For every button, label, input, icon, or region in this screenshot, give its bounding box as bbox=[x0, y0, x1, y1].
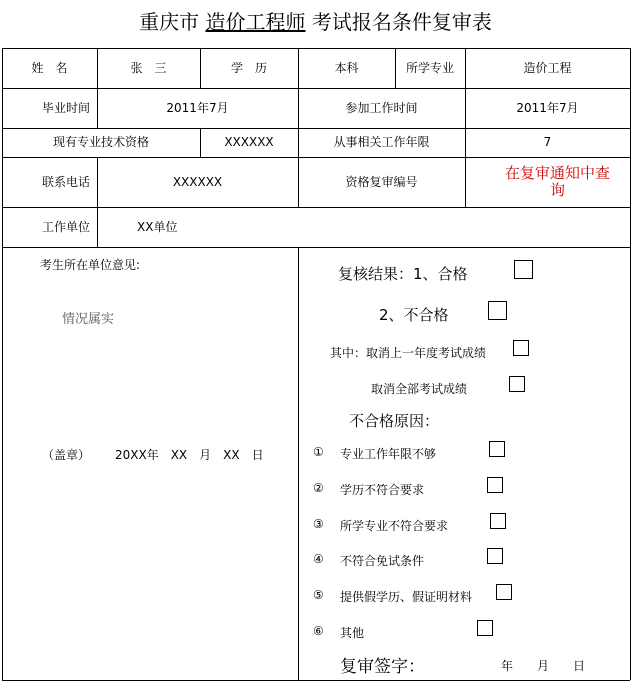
name-value: 张 三 bbox=[130, 60, 167, 75]
reason-text: 专业工作年限不够 bbox=[340, 447, 437, 461]
graduation-label: 毕业时间 bbox=[42, 100, 91, 115]
reason-checkbox[interactable] bbox=[487, 548, 503, 564]
qualification-value: XXXXXX bbox=[224, 135, 274, 149]
unit-opinion-date: 20XX年 XX 月 XX 日 bbox=[115, 448, 264, 462]
cancel-last-year-label: 其中：取消上一年度考试成绩 bbox=[330, 346, 487, 360]
title-underlined: 造价工程师 bbox=[205, 10, 306, 34]
reason-checkbox[interactable] bbox=[489, 441, 505, 457]
reason-checkbox[interactable] bbox=[490, 513, 506, 529]
review-result-pass: 复核结果：1、合格 bbox=[338, 265, 468, 283]
work-years-label: 从事相关工作年限 bbox=[333, 135, 430, 149]
reason-number: ⑥ bbox=[313, 624, 324, 638]
education-value: 本科 bbox=[334, 60, 359, 75]
reason-text: 学历不符合要求 bbox=[340, 483, 425, 497]
phone-label: 联系电话 bbox=[42, 174, 91, 189]
seal-label: （盖章） bbox=[42, 448, 91, 462]
reason-text: 其他 bbox=[340, 626, 365, 640]
reason-text: 提供假学历、假证明材料 bbox=[340, 590, 473, 604]
work-unit-label: 工作单位 bbox=[42, 219, 91, 234]
form-title bbox=[0, 6, 631, 35]
work-start-value: 2011年7月 bbox=[516, 100, 579, 115]
reason-number: ③ bbox=[313, 517, 324, 531]
qualification-label: 现有专业技术资格 bbox=[52, 135, 149, 149]
work-unit-value: XX单位 bbox=[137, 219, 178, 234]
graduation-value: 2011年7月 bbox=[166, 100, 229, 115]
reason-number: ① bbox=[313, 445, 324, 459]
reason-number: ② bbox=[313, 481, 324, 495]
cancel-last-year-checkbox[interactable] bbox=[513, 340, 529, 356]
fail-reason-title: 不合格原因： bbox=[349, 412, 440, 430]
cancel-all-checkbox[interactable] bbox=[509, 376, 525, 392]
cancel-all-label: 取消全部考试成绩 bbox=[371, 382, 468, 396]
education-label: 学 历 bbox=[230, 60, 267, 75]
reason-checkbox[interactable] bbox=[487, 477, 503, 493]
review-number-label: 资格复审编号 bbox=[345, 174, 418, 189]
reason-text: 所学专业不符合要求 bbox=[340, 519, 449, 533]
work-start-label: 参加工作时间 bbox=[345, 100, 418, 115]
work-years-value: 7 bbox=[543, 135, 552, 149]
review-number-value: 在复审通知中查询 bbox=[504, 164, 610, 199]
name-label: 姓 名 bbox=[31, 60, 68, 75]
pass-checkbox[interactable] bbox=[514, 260, 533, 279]
reason-number: ⑤ bbox=[313, 588, 324, 602]
reason-checkbox[interactable] bbox=[496, 584, 512, 600]
reason-checkbox[interactable] bbox=[477, 620, 493, 636]
reason-number: ④ bbox=[313, 552, 324, 566]
major-label: 所学专业 bbox=[405, 60, 454, 75]
major-value: 造价工程 bbox=[523, 60, 572, 75]
unit-opinion-content: 情况属实 bbox=[62, 312, 115, 327]
phone-value: XXXXXX bbox=[172, 174, 223, 189]
reason-text: 不符合免试条件 bbox=[340, 554, 425, 568]
fail-checkbox[interactable] bbox=[488, 301, 507, 320]
review-result-fail: 2、不合格 bbox=[379, 306, 449, 324]
unit-opinion-label: 考生所在单位意见: bbox=[40, 258, 141, 272]
title-prefix: 重庆市 bbox=[139, 10, 200, 34]
title-suffix: 考试报名条件复审表 bbox=[311, 10, 492, 34]
reviewer-signature-label: 复审签字： bbox=[340, 657, 425, 677]
reviewer-signature-date: 年 月 日 bbox=[501, 659, 586, 673]
